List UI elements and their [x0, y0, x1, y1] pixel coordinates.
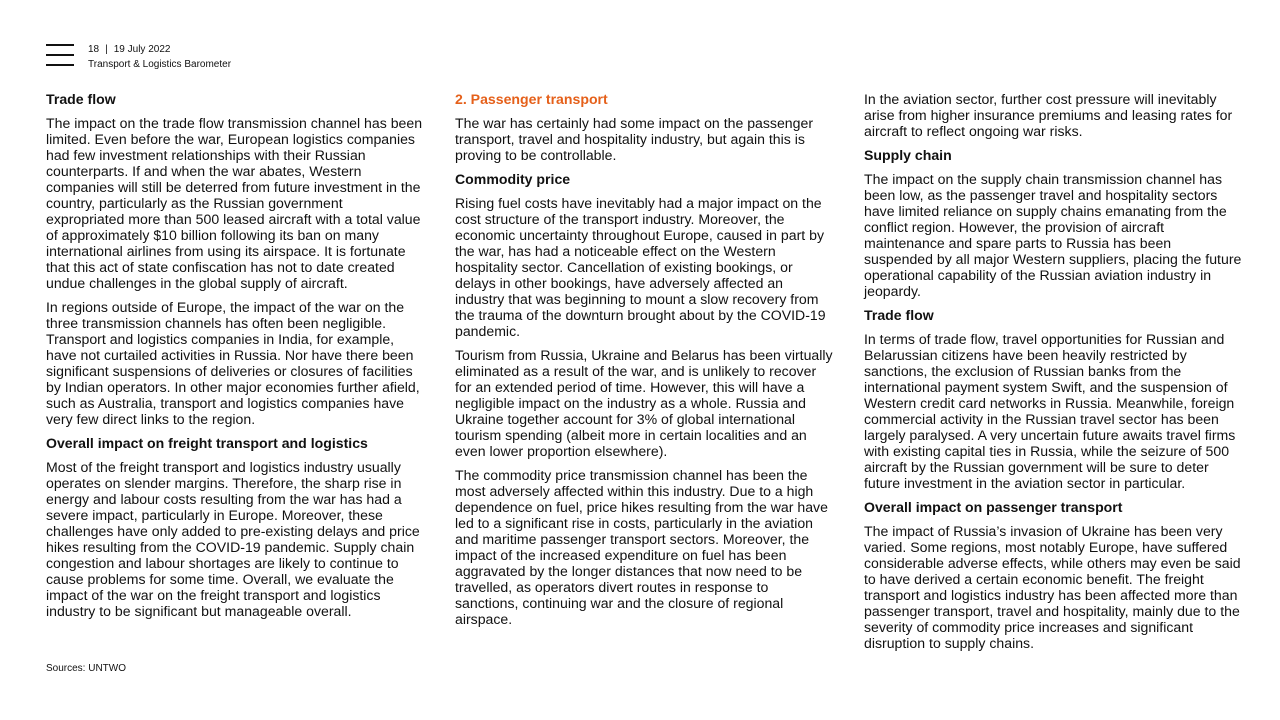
column-2: [455, 91, 833, 635]
sources-note: Sources: UNTWO: [46, 663, 127, 674]
page-meta-line: [88, 42, 231, 57]
body-paragraph: In regions outside of Europe, the impact of the war on the three transmission channels has often been negligible. Transport and logistics companies in India, for example, have not curtailed activities in Russia. Nor have there been significant suspensions of deliveries or closures of facilities by Indian operators. In other major economies further afield, such as Australia, transport and logistics companies have very few direct links to the region.: [46, 299, 420, 427]
section-heading: 2. Passenger transport: [455, 91, 608, 107]
menu-icon-bar: [46, 44, 74, 46]
body-paragraph: Rising fuel costs have inevitably had a major impact on the cost structure of the transport industry. Moreover, the economic uncertainty throughout Europe, caused in part by the war, has had a noticeable effect on the Western hospitality sector. Cancellation of existing bookings, or delays in other bookings, have adversely affected an industry that was beginning to mount a slow recovery from the trauma of the downturn brought about by the COVID-19 pandemic.: [455, 195, 826, 339]
section-heading: Overall impact on freight transport and logistics: [46, 435, 368, 451]
body-paragraph: The impact on the supply chain transmission channel has been low, as the passenger travel and hospitality sectors have limited reliance on supply chains emanating from the conflict region. However, the provision of aircraft maintenance and spare parts to Russia has been suspended by all major Western suppliers, placing the future operational capability of the Russian aviation industry in jeopardy.: [864, 171, 1242, 299]
page-header: [88, 42, 231, 72]
menu-icon[interactable]: [46, 44, 74, 66]
publication-date: 19 July 2022: [113, 44, 171, 55]
page-number: 18: [88, 44, 100, 55]
menu-icon-bar: [46, 54, 74, 56]
section-heading: Supply chain: [864, 147, 952, 163]
body-paragraph: The commodity price transmission channel has been the most adversely affected within this industry. Due to a high dependence on fuel, price hikes resulting from the war have led to a significant rise in costs, particularly in the aviation and maritime passenger transport sectors. Moreover, the impact of the increased expenditure on fuel has been aggravated by the longer distances that now need to be travelled, as operators divert routes in response to sanctions, continuing war and the closure of regional airspace.: [455, 467, 828, 627]
body-paragraph: The war has certainly had some impact on the passenger transport, travel and hospitality industry, but again this is proving to be controllable.: [455, 115, 814, 163]
section-heading: Commodity price: [455, 171, 571, 187]
body-paragraph: In the aviation sector, further cost pressure will inevitably arise from higher insurance premiums and leasing rates for aircraft to reflect ongoing war risks.: [864, 91, 1233, 139]
header-separator: |: [105, 44, 108, 55]
column-1: [46, 91, 424, 627]
body-paragraph: Tourism from Russia, Ukraine and Belarus has been virtually eliminated as a result of the war, and is unlikely to recover for an extended period of time. However, this will have a negligible impact on the industry as a whole. Russia and Ukraine together account for 3% of global international tourism spending (albeit more in certain localities and an even lower proportion elsewhere).: [455, 347, 833, 459]
body-paragraph: The impact on the trade flow transmission channel has been limited. Even before the war, European logistics companies had few investment relationships with their Russian counterparts. If and when the war abates, Western companies will still be deterred from future investment in the country, particularly as the Russian government expropriated more than 500 leased aircraft with a total value of approximately $10 billion following its ban on many international airlines from using its airspace. It is fortunate that this act of state confiscation has not to date created undue challenges in the global supply of aircraft.: [46, 115, 423, 291]
body-paragraph: In terms of trade flow, travel opportunities for Russian and Belarussian citizens have been heavily restricted by sanctions, the exclusion of Russian banks from the international payment system Swift, and the suspension of Western credit card networks in Russia. Meanwhile, foreign commercial activity in the Russian travel sector has been largely paralysed. A very uncertain future awaits travel firms with existing capital ties in Russia, while the seizure of 500 aircraft by the Russian government will be sure to deter future investment in the aviation sector in particular.: [864, 331, 1236, 491]
column-3: [864, 91, 1242, 659]
section-heading: Trade flow: [864, 307, 934, 323]
body-paragraph: The impact of Russia’s invasion of Ukraine has been very varied. Some regions, most notably Europe, have suffered considerable adverse effects, while others may even be said to have derived a certain economic benefit. The freight transport and logistics industry has been affected more than passenger transport, travel and hospitality, mainly due to the severity of commodity price increases and significant disruption to supply chains.: [864, 523, 1241, 651]
section-heading: Trade flow: [46, 91, 116, 107]
menu-icon-bar: [46, 64, 74, 66]
section-heading: Overall impact on passenger transport: [864, 499, 1123, 515]
body-paragraph: Most of the freight transport and logistics industry usually operates on slender margins. Therefore, the sharp rise in energy and labour costs resulting from the war has had a severe impact, particularly in Europe. Moreover, these challenges have only added to pre-existing delays and price hikes resulting from the COVID-19 pandemic. Supply chain congestion and labour shortages are likely to continue to cause problems for some time. Overall, we evaluate the impact of the war on the freight transport and logistics industry to be significant but manageable overall.: [46, 459, 420, 619]
publication-title: Transport & Logistics Barometer: [88, 59, 232, 70]
